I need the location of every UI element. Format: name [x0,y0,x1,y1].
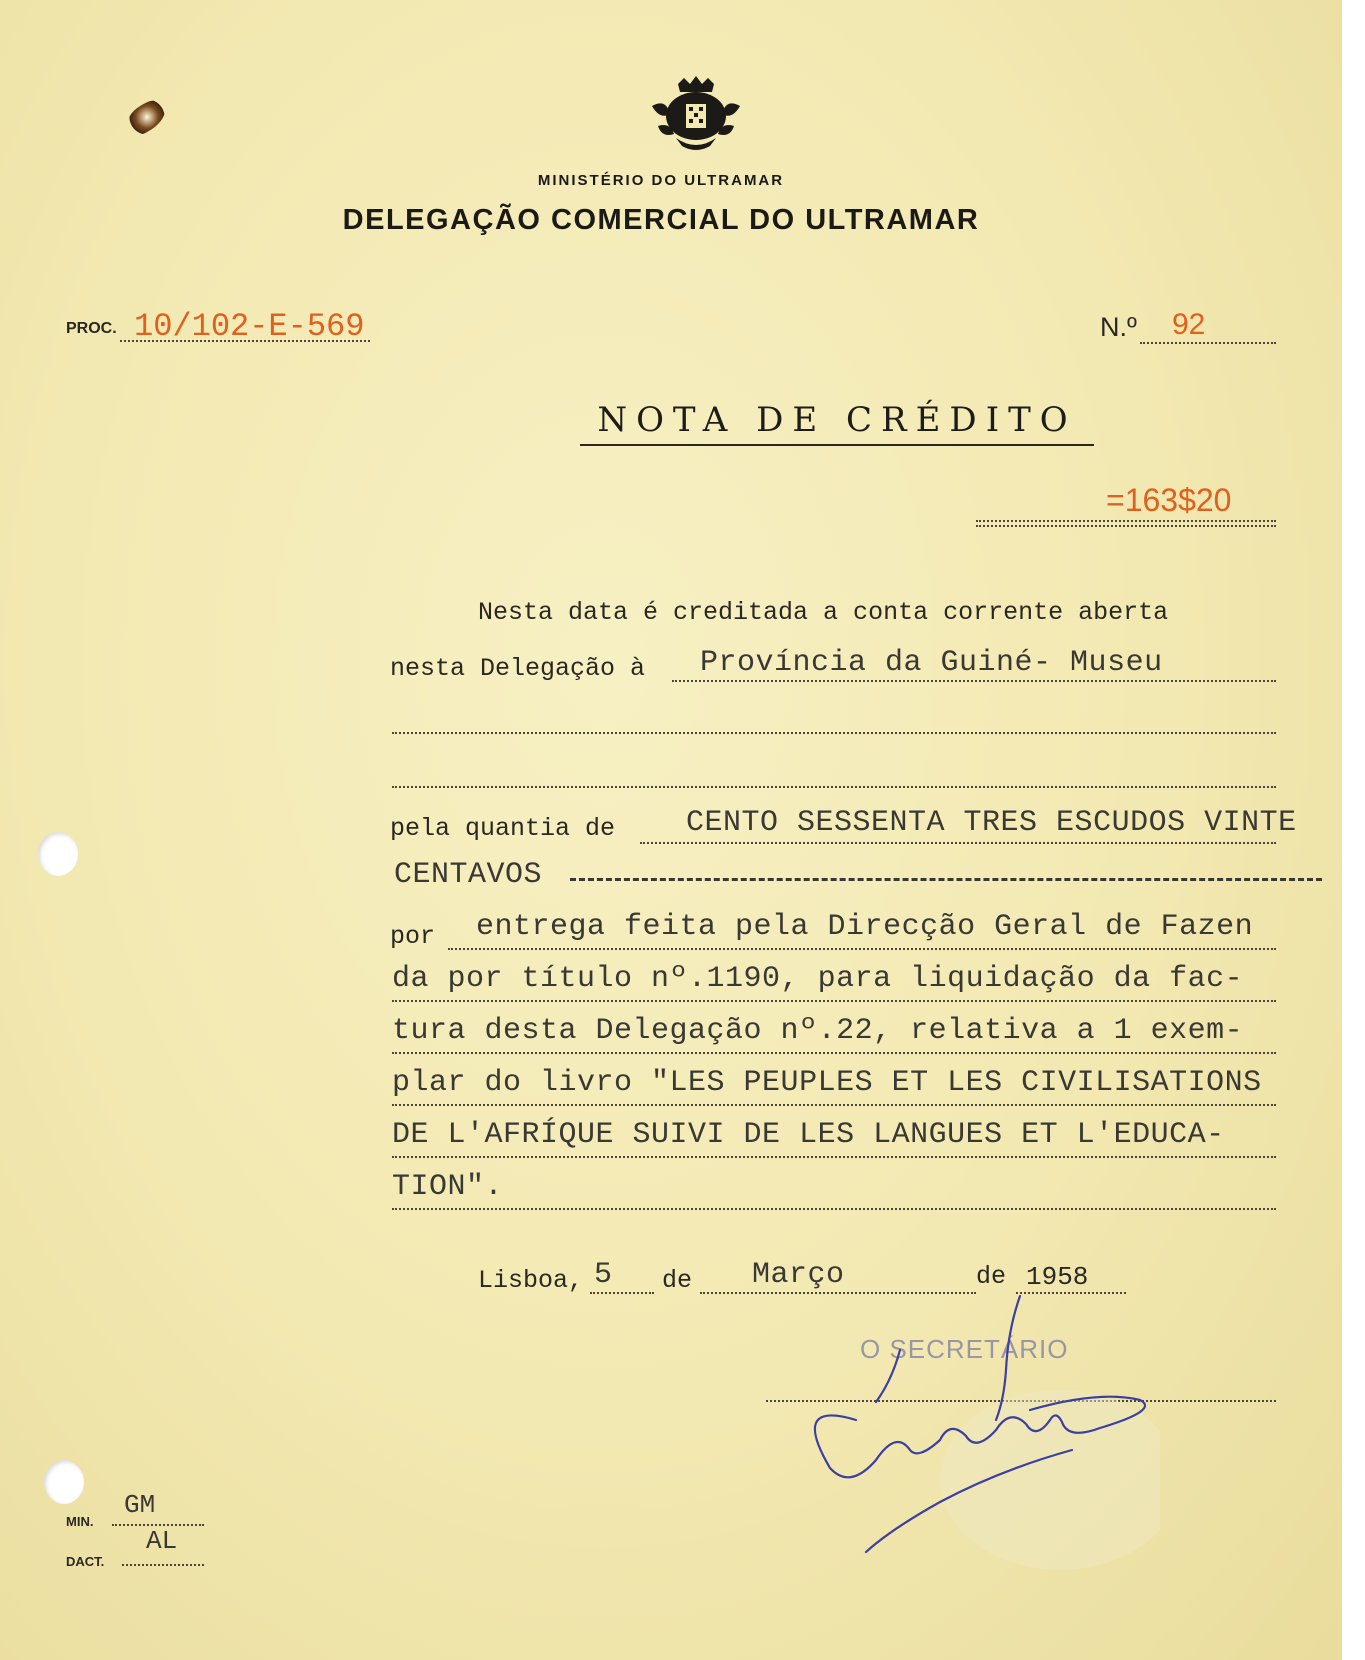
handwritten-signature [800,1290,1160,1570]
reason-dotted-line-2 [392,1000,1276,1002]
punch-hole-bottom [44,1460,84,1504]
punch-hole-top [38,832,78,876]
coat-of-arms-icon [648,76,744,152]
date-city: Lisboa, [478,1266,584,1295]
reason-dotted-line-6 [392,1208,1276,1210]
reason-line-6: TION". [392,1170,504,1204]
recipient-text: Província da Guiné- Museu [700,646,1163,680]
blank-dotted-line-1 [392,732,1276,734]
blank-dotted-line-2 [392,786,1276,788]
body-line-1: Nesta data é creditada a conta corrente aberta [478,598,1169,627]
document-title: NOTA DE CRÉDITO [580,400,1094,446]
amount-dotted-line-2 [976,525,1276,527]
quantity-prefix: pela quantia de [390,814,616,843]
reason-line-5: DE L'AFRÍQUE SUIVI DE LES LANGUES ET L'EDUCA- [392,1118,1225,1152]
reason-dotted-line-1 [448,948,1276,950]
delegation-heading: DELEGAÇÃO COMERCIAL DO ULTRAMAR [342,204,980,236]
quantity-line-2: CENTAVOS [394,858,543,892]
date-year: 1958 [1026,1262,1089,1292]
min-label: MIN. [66,1514,94,1529]
body-line-2-prefix: nesta Delegação à [390,654,646,683]
reason-line-1: entrega feita pela Direcção Geral de Fazen [476,910,1254,944]
reason-dotted-line-3 [392,1052,1276,1054]
dact-label: DACT. [66,1554,105,1569]
date-de-1: de [662,1266,693,1295]
reason-dotted-line-5 [392,1156,1276,1158]
proc-label: PROC. [66,320,117,337]
min-value: GM [124,1490,156,1520]
dact-dotted-line [122,1564,204,1566]
reason-line-2: da por título nº.1190, para liquidação da fac- [392,962,1244,996]
amount-dotted-line [976,520,1276,522]
reason-line-4: plar do livro "LES PEUPLES ET LES CIVILISATIONS [392,1066,1262,1100]
reason-prefix: por [390,922,436,951]
burn-mark [122,95,171,139]
signature-title: O SECRETÁRIO [860,1334,1069,1364]
credit-amount: =163$20 [1106,482,1232,518]
number-value: 92 [1172,308,1206,341]
proc-value: 10/102-E-569 [134,308,365,345]
date-day-dotted-line [590,1292,654,1294]
dact-value: AL [146,1526,178,1556]
quantity-dotted-line-1 [640,842,1276,844]
ministry-heading: MINISTÉRIO DO ULTRAMAR [537,172,785,189]
quantity-filler-dashes [570,878,1322,881]
reason-line-3: tura desta Delegação nº.22, relativa a 1 exem- [392,1014,1244,1048]
quantity-line-1: CENTO SESSENTA TRES ESCUDOS VINTE [686,806,1297,840]
reason-dotted-line-4 [392,1104,1276,1106]
date-de-2: de [976,1262,1007,1291]
date-day: 5 [594,1258,613,1292]
date-month: Março [752,1258,845,1292]
recipient-dotted-line [672,680,1276,682]
number-dotted-line [1140,342,1276,344]
number-label: N.º [1100,312,1137,342]
